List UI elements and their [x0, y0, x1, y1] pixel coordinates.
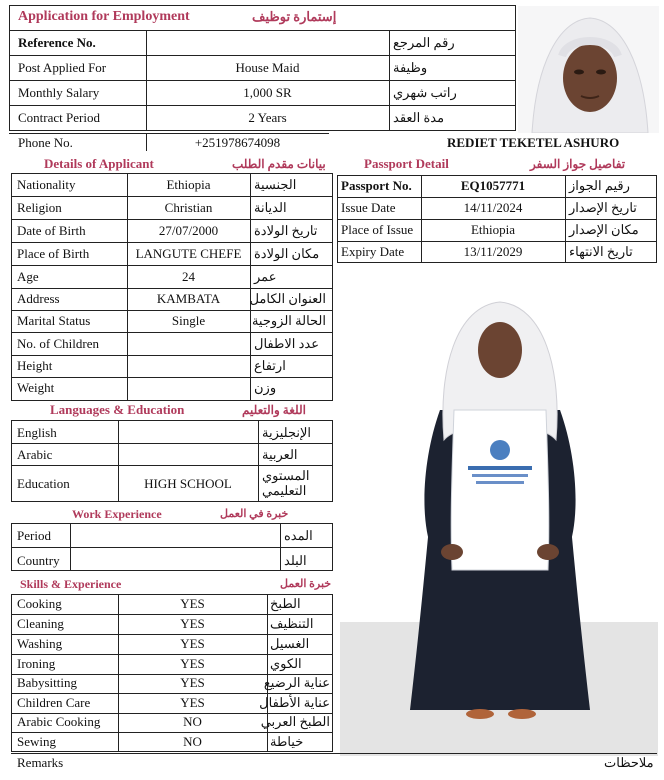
ironing-label-ar: الكوي [270, 656, 302, 671]
expiry-date-label-ar: تاريخ الانتهاء [569, 244, 633, 259]
arabic-cooking-label-ar: الطبخ العربي [260, 714, 330, 729]
reference-label-ar: رقم المرجع [393, 35, 455, 50]
religion-value: Christian [164, 200, 213, 215]
ironing-value: YES [180, 656, 205, 671]
contract-label-ar: مدة العقد [393, 110, 445, 125]
dob-label: Date of Birth [17, 223, 86, 238]
passport-title-en: Passport Detail [364, 156, 449, 171]
applicant-name: REDIET TEKETEL ASHURO [447, 135, 620, 150]
reference-label: Reference No. [18, 35, 96, 50]
nationality-label-ar: الجنسية [254, 177, 297, 192]
education-value: HIGH SCHOOL [144, 476, 232, 491]
religion-label: Religion [17, 200, 62, 215]
children-care-label-ar: عناية الأطفال [259, 695, 330, 710]
height-label: Height [17, 358, 53, 373]
applicant-title-en: Details of Applicant [44, 156, 154, 171]
english-label: English [17, 425, 57, 440]
arabic-label-ar: العربية [262, 447, 298, 462]
address-label: Address [17, 291, 60, 306]
skills-title-ar: خبرة العمل [280, 578, 332, 590]
age-value: 24 [182, 269, 195, 284]
dob-label-ar: تاريخ الولادة [254, 223, 318, 238]
sewing-label: Sewing [17, 734, 56, 749]
babysitting-label-ar: عناية الرضيع [263, 675, 330, 690]
country-label: Country [17, 553, 60, 568]
arabic-cooking-label: Arabic Cooking [17, 714, 101, 729]
place-of-issue-label: Place of Issue [341, 222, 414, 237]
cleaning-label: Cleaning [17, 616, 64, 631]
issue-date-label: Issue Date [341, 200, 396, 215]
weight-label-ar: وزن [254, 380, 277, 395]
passport-title-ar: تفاصيل جواز السفر [530, 157, 626, 171]
washing-label-ar: الغسيل [270, 636, 310, 651]
cleaning-value: YES [180, 616, 205, 631]
languages-title-en: Languages & Education [50, 402, 185, 417]
remarks-label-ar: ملاحظات [604, 755, 654, 770]
place-of-issue-label-ar: مكان الإصدار [569, 222, 639, 237]
contract-label: Contract Period [18, 110, 100, 125]
sewing-value: NO [183, 734, 202, 749]
expiry-date-label: Expiry Date [341, 244, 405, 259]
arabic-label: Arabic [17, 447, 53, 462]
post-label: Post Applied For [18, 60, 107, 75]
arabic-cooking-value: NO [183, 714, 202, 729]
education-label: Education [17, 476, 70, 491]
age-label-ar: عمر [254, 269, 277, 284]
children-label-ar: عدد الاطفال [254, 336, 319, 351]
languages-title-ar: اللغة والتعليم [242, 403, 306, 417]
cooking-label-ar: الطبخ [270, 596, 301, 611]
phone-value: +251978674098 [194, 135, 281, 150]
nationality-label: Nationality [17, 177, 76, 192]
applicant-title-ar: بيانات مقدم الطلب [232, 157, 326, 171]
age-label: Age [17, 269, 39, 284]
work-title-en: Work Experience [72, 507, 162, 521]
salary-label: Monthly Salary [18, 85, 100, 100]
marital-value: Single [171, 313, 206, 328]
expiry-date-value: 13/11/2029 [463, 244, 523, 259]
pob-label-ar: مكان الولادة [254, 246, 320, 261]
skills-title-en: Skills & Experience [20, 577, 122, 591]
passport-no-value: EQ1057771 [460, 178, 526, 193]
title-en: Application for Employment [18, 9, 190, 24]
salary-label-ar: راتب شهري [393, 85, 457, 100]
babysitting-value: YES [180, 675, 205, 690]
pob-value: LANGUTE CHEFE [135, 246, 242, 261]
phone-label: Phone No. [18, 135, 73, 150]
passport-no-label-ar: رقيم الجواز [569, 178, 630, 193]
dob-value: 27/07/2000 [158, 223, 219, 238]
title-ar: إستمارة توظيف [252, 9, 337, 24]
marital-label-ar: الحالة الزوجية [251, 313, 326, 328]
post-value: House Maid [235, 60, 300, 75]
religion-label-ar: الديانة [254, 200, 287, 215]
sewing-label-ar: خياطة [270, 734, 304, 749]
children-care-label: Children Care [17, 695, 91, 710]
cooking-label: Cooking [17, 596, 62, 611]
height-label-ar: ارتفاع [254, 358, 286, 373]
weight-label: Weight [17, 380, 55, 395]
education-label-ar: المستوي التعليمي [262, 468, 310, 498]
washing-label: Washing [17, 636, 63, 651]
work-title-ar: خبرة في العمل [220, 508, 289, 520]
nationality-value: Ethiopia [166, 177, 211, 192]
contract-value: 2 Years [248, 110, 287, 125]
pob-label: Place of Birth [17, 246, 90, 261]
washing-value: YES [180, 636, 205, 651]
portrait-photo [518, 6, 659, 133]
period-label: Period [17, 528, 51, 543]
children-care-value: YES [180, 695, 205, 710]
marital-label: Marital Status [17, 313, 91, 328]
children-label: No. of Children [17, 336, 99, 351]
full-body-photo [340, 290, 658, 756]
remarks-label: Remarks [17, 755, 64, 770]
english-label-ar: الإنجليزية [262, 425, 312, 440]
issue-date-value: 14/11/2024 [463, 200, 523, 215]
address-label-ar: العنوان الكامل [249, 291, 326, 306]
period-label-ar: المده [284, 528, 313, 543]
ironing-label: Ironing [17, 656, 56, 671]
post-label-ar: وظيفة [393, 60, 428, 75]
address-value: KAMBATA [156, 291, 221, 306]
babysitting-label: Babysitting [17, 675, 77, 690]
place-of-issue-value: Ethiopia [470, 222, 516, 237]
passport-no-label: Passport No. [341, 178, 412, 193]
salary-value: 1,000 SR [243, 85, 292, 100]
issue-date-label-ar: تاريخ الإصدار [569, 200, 637, 215]
cooking-value: YES [180, 596, 205, 611]
cleaning-label-ar: التنظيف [270, 616, 314, 631]
country-label-ar: البلد [284, 553, 307, 568]
